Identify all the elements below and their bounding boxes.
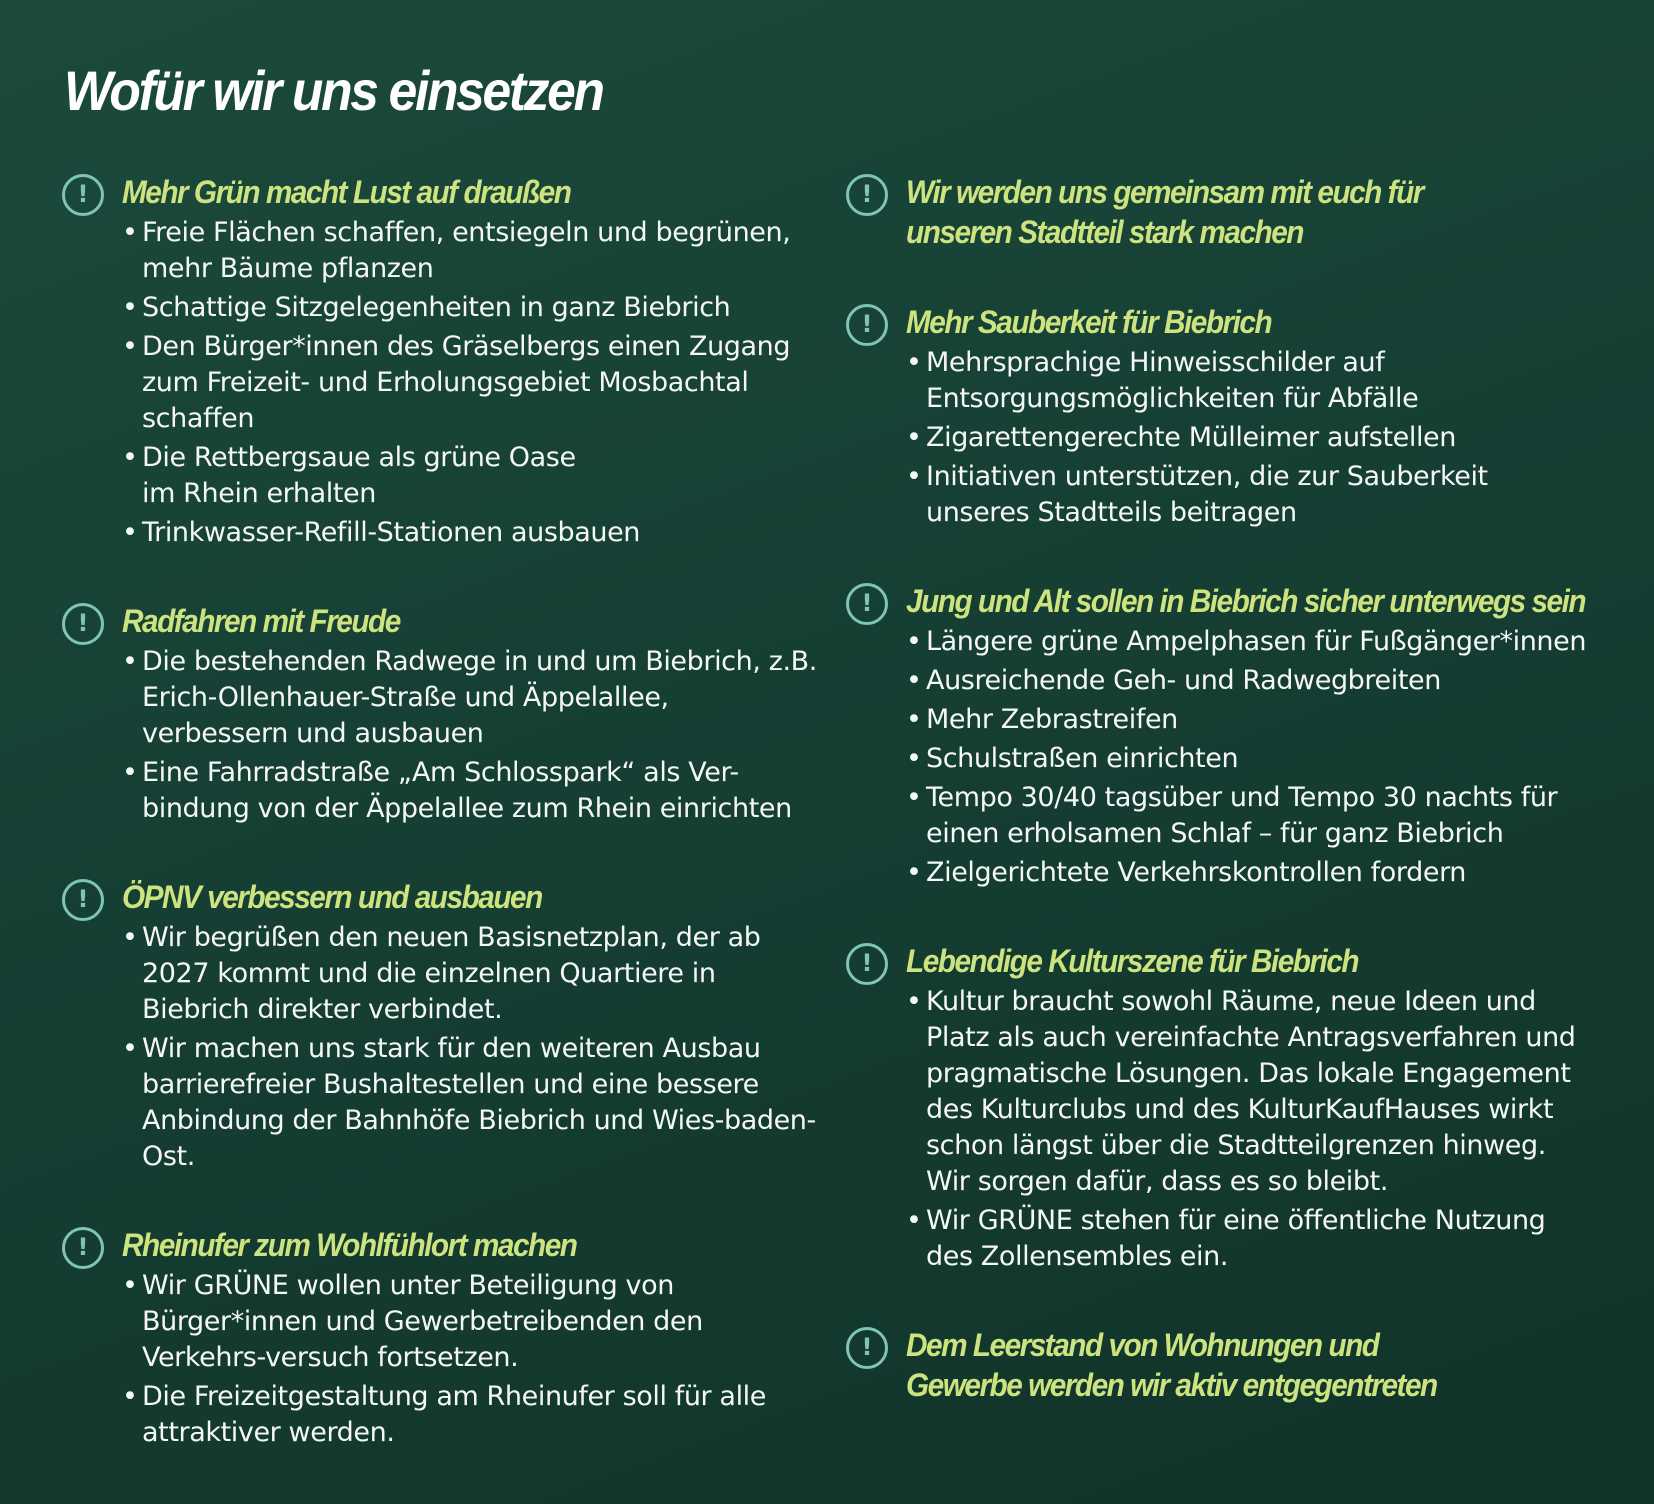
list-item: • Die Rettbergsaue als grüne Oase im Rhein erhalten [122,440,602,512]
exclamation-circle-icon: ! [846,304,888,346]
section-mehr-gruen [62,172,822,551]
list-item: • Eine Fahrradstraße „Am Schlosspark“ als Ver-bindung von der Äppelallee zum Rhein einrichten [122,755,822,827]
section-oepnv [62,877,822,1175]
section-title: Jung und Alt sollen in Biebrich sicher unterwegs sein [906,583,1586,619]
section-title: Dem Leerstand von Wohnungen und Gewerbe werden wir aktiv entgegentreten [906,1327,1437,1403]
section-kulturszene [846,941,1646,1275]
section-sauberkeit [846,302,1646,531]
exclamation-circle-icon: ! [846,943,888,985]
bullet-list [906,345,1646,531]
section-jung-und-alt [846,581,1646,891]
list-item: • Mehr Zebrastreifen [906,702,1646,738]
section-title: Rheinufer zum Wohlfühlort machen [122,1227,577,1263]
right-column [846,172,1646,1455]
bullet-list [122,644,822,827]
exclamation-circle-icon: ! [846,1327,888,1369]
section-title: Mehr Sauberkeit für Biebrich [906,304,1272,340]
exclamation-circle-icon: ! [62,879,104,921]
list-item: • Zigarettengerechte Mülleimer aufstellen [906,420,1646,456]
list-item: • Wir machen uns stark für den weiteren Ausbau barrierefreier Bushaltestellen und eine bessere Anbindung der Bahnhöfe Biebrich und Wies-baden-Ost. [122,1031,822,1175]
bullet-list [122,1268,822,1451]
exclamation-circle-icon: ! [846,174,888,216]
page-title: Wofür wir uns einsetzen [64,59,603,122]
exclamation-circle-icon: ! [62,603,104,645]
list-item: • Zielgerichtete Verkehrskontrollen fordern [906,855,1646,891]
list-item: • Ausreichende Geh- und Radwegbreiten [906,663,1646,699]
list-item: • Kultur braucht sowohl Räume, neue Ideen und Platz als auch vereinfachte Antragsverfahren und pragmatische Lösungen. Das lokale Engagement des Kulturclubs und des KulturKaufHauses wirkt schon längst über die Stadtteilgrenzen hinweg. Wir sorgen dafür, dass es so bleibt. [906,984,1586,1200]
list-item: • Die bestehenden Radwege in und um Biebrich, z.B. Erich-Ollenhauer-Straße und Äppelallee, verbessern und ausbauen [122,644,822,752]
list-item: • Trinkwasser-Refill-Stationen ausbauen [122,515,822,551]
section-title: Wir werden uns gemeinsam mit euch für unseren Stadtteil stark machen [906,174,1423,250]
bullet-list [122,920,822,1175]
section-title: Radfahren mit Freude [122,603,400,639]
bullet-list [906,624,1646,891]
exclamation-circle-icon: ! [62,174,104,216]
exclamation-circle-icon: ! [846,583,888,625]
list-item: • Tempo 30/40 tagsüber und Tempo 30 nachts für einen erholsamen Schlaf – für ganz Biebrich [906,780,1566,852]
list-item: • Schattige Sitzgelegenheiten in ganz Biebrich [122,290,822,326]
list-item: • Die Freizeitgestaltung am Rheinufer soll für alle attraktiver werden. [122,1379,822,1451]
section-rheinufer [62,1225,822,1451]
section-title: ÖPNV verbessern und ausbauen [122,879,542,915]
bullet-list [906,984,1646,1275]
list-item: • Wir GRÜNE wollen unter Beteiligung von Bürger*innen und Gewerbetreibenden den Verkehrs-versuch fortsetzen. [122,1268,822,1376]
section-gemeinsam [846,172,1646,252]
list-item: • Schulstraßen einrichten [906,741,1646,777]
list-item: • Freie Flächen schaffen, entsiegeln und begrünen, mehr Bäume pflanzen [122,215,822,287]
list-item: • Den Bürger*innen des Gräselbergs einen Zugang zum Freizeit- und Erholungsgebiet Mosbachtal schaffen [122,329,822,437]
section-title: Mehr Grün macht Lust auf draußen [122,174,571,210]
list-item: • Längere grüne Ampelphasen für Fußgänger*innen [906,624,1646,660]
bullet-list [122,215,822,551]
section-leerstand [846,1325,1646,1405]
section-title: Lebendige Kulturszene für Biebrich [906,943,1359,979]
list-item: • Wir begrüßen den neuen Basisnetzplan, der ab 2027 kommt und die einzelnen Quartiere in Biebrich direkter verbindet. [122,920,822,1028]
left-column [62,172,822,1501]
exclamation-circle-icon: ! [62,1227,104,1269]
list-item: • Mehrsprachige Hinweisschilder auf Entsorgungsmöglichkeiten für Abfälle [906,345,1486,417]
list-item: • Wir GRÜNE stehen für eine öffentliche Nutzung des Zollensembles ein. [906,1203,1566,1275]
list-item: • Initiativen unterstützen, die zur Sauberkeit unseres Stadtteils beitragen [906,459,1506,531]
section-radfahren [62,601,822,827]
